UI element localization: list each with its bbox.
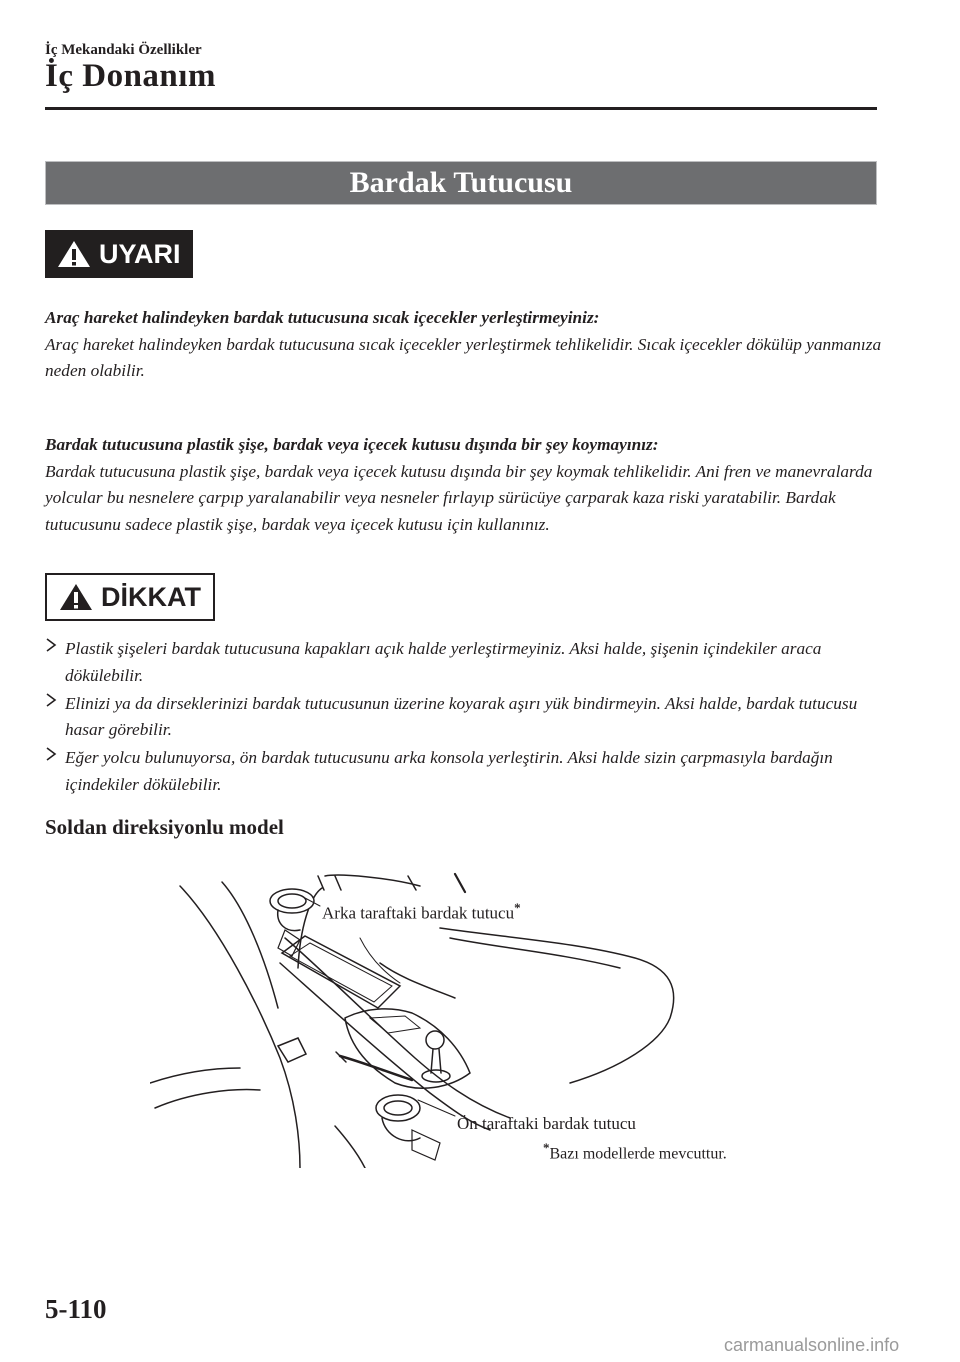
warning-item-heading: Bardak tutucusuna plastik şişe, bardak veya içecek kutusu dışında bir şey koymayınız: [45, 435, 659, 454]
warning-item-body: Bardak tutucusuna plastik şişe, bardak veya içecek kutusu dışında bir şey koymak tehlikelidir. Ani fren ve manevralarda yolcular bu nesnelere çarpıp yaralanabilir veya nesneler fırlayıp sürücüye çarparak kaza riski yaratabilir. Bardak tutucusunu sadece plastik şişe, bardak veya içecek kutusu için kullanınız. [45, 461, 873, 534]
section-title: Bardak Tutucusu [349, 166, 573, 199]
watermark: carmanualsonline.info [724, 1335, 900, 1355]
warning-item-heading: Araç hareket halindeyken bardak tutucusuna sıcak içecekler yerleştirmeyiniz: [45, 308, 600, 327]
availability-note-text: Bazı modellerde mevcuttur. [549, 1145, 727, 1163]
warning-item-body: Araç hareket halindeyken bardak tutucusuna sıcak içecekler yerleştirmek tehlikelidir. Sıcak içecekler dökülüp yanmanıza neden olabilir. [45, 334, 882, 380]
front-cup-holder-label: Ön taraftaki bardak tutucu [457, 1114, 636, 1133]
caution-item [45, 636, 885, 689]
asterisk-icon: * [543, 1140, 550, 1155]
page-number: 5-110 [45, 1294, 107, 1324]
warning-triangle-icon [57, 239, 91, 269]
rear-cup-holder-label [322, 900, 521, 924]
warning-badge [45, 230, 193, 278]
figure-subheading: Soldan direksiyonlu model [45, 815, 284, 839]
availability-note [543, 1140, 727, 1163]
section-title-banner [45, 161, 877, 205]
warning-triangle-icon [59, 582, 93, 612]
warning-item [45, 432, 885, 538]
breadcrumb: İç Mekandaki Özellikler [45, 42, 202, 58]
caution-badge-label: DİKKAT [101, 581, 201, 612]
rear-cup-holder-label-text: Arka taraftaki bardak tutucu [322, 903, 515, 923]
arrow-bullet-icon [45, 745, 58, 772]
caution-badge [45, 573, 215, 621]
warning-item [45, 305, 885, 385]
arrow-bullet-icon [45, 691, 58, 718]
caution-item [45, 691, 885, 744]
asterisk-icon: * [514, 900, 521, 915]
caution-item-text: Plastik şişeleri bardak tutucusuna kapakları açık halde yerleştirmeyiniz. Aksi halde, şişenin içindekiler araca dökülebilir. [65, 639, 822, 685]
chapter-divider [45, 107, 877, 110]
caution-item-text: Elinizi ya da dirseklerinizi bardak tutucusunun üzerine koyarak aşırı yük bindirmeyin. Aksi halde, bardak tutucusu hasar görebilir. [65, 693, 858, 739]
caution-item-text: Eğer yolcu bulunuyorsa, ön bardak tutucusunu arka konsola yerleştirin. Aksi halde sizin çarpmasıyla bardağın içindekiler dökülebilir. [65, 748, 833, 794]
caution-list [45, 636, 885, 800]
arrow-bullet-icon [45, 636, 58, 663]
caution-item [45, 745, 885, 798]
chapter-title: İç Donanım [45, 58, 216, 94]
warning-badge-label: UYARI [99, 238, 181, 269]
